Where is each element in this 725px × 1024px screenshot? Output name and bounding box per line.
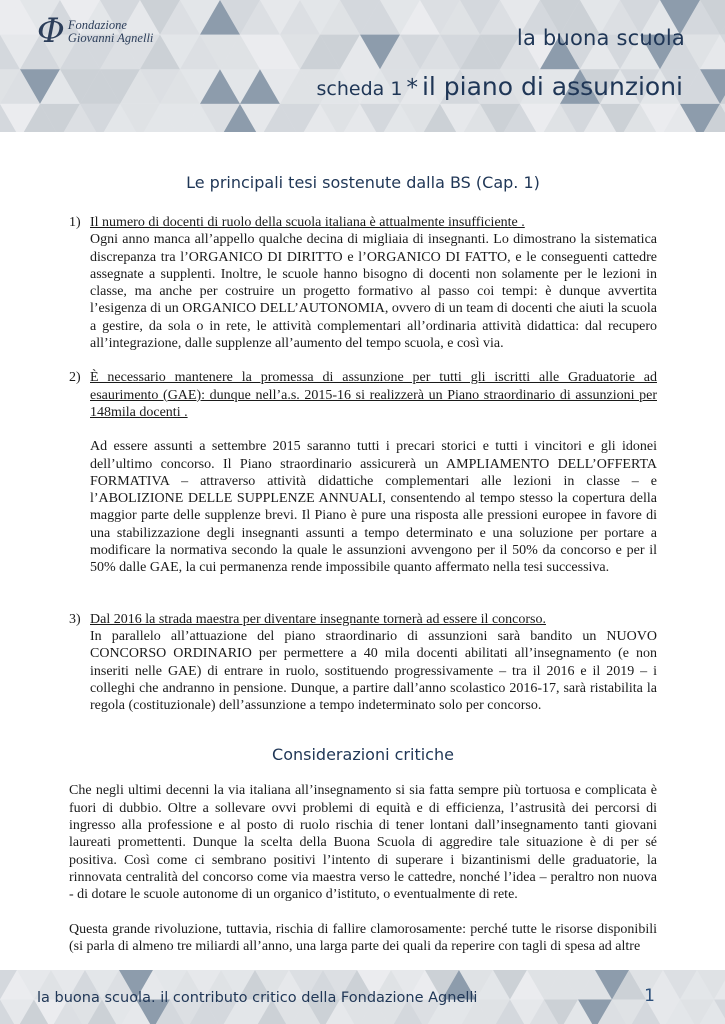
- thesis-item-3: [69, 611, 657, 715]
- page-number: 1: [644, 986, 655, 1006]
- thesis-heading: Il numero di docenti di ruolo della scuola italiana è attualmente insufficiente .: [90, 215, 525, 230]
- page-title: [317, 72, 683, 101]
- critical-paragraph-2: Questa grande rivoluzione, tuttavia, rischia di fallire clamorosamente: perché tutte le risorse disponibili (si parla di almeno tre miliardi all’anno, una larga parte dei quali da reperire con tagli di spesa ad altre: [69, 921, 657, 954]
- phi-logo-icon: Φ: [37, 11, 65, 51]
- thesis-item-2: [69, 369, 657, 576]
- critical-paragraph-1: Che negli ultimi decenni la via italiana all’insegnamento si sia fatta sempre più tortuosa e complicata è fuori di dubbio. Oltre a sollevare ovvi problemi di equità e di efficienza, l’astrusità dei percorsi di ingresso alla professione e al posto di ruolo rischia di tener lontani dall’insegnamento tanti giovani laureati promettenti. Dunque la scelta della Buona Scuola di aggredire tale situazione è di per sé positiva. Così come ci sembrano positivi l’intento di superare i bizantinismi delle graduatorie, la rinnovata centralità del concorso come via maestra verso le cattedre, nonché l’idea – peraltro non nuova - di dotare le scuole autonome di un organico d’istituto, o eventualmente di rete.: [69, 783, 657, 903]
- thesis-body: Ogni anno manca all’appello qualche decina di migliaia di insegnanti. Lo dimostrano la sistematica discrepanza tra l’ORGANICO DI DIRITTO e l’ORGANICO DI FATTO, e le conseguenti cattedre assegnate a supplenti. Inoltre, le scuole hanno bisogno di docenti non solamente per le lezioni in classe, ma anche per costruire un progetto formativo al passo coi tempi: è dunque avvertita l’esigenza di un ORGANICO DELL’AUTONOMIA, ovvero di un team di docenti che aiuti la scuola a gestire, da sola o in rete, le attività complementari all’ordinaria attività didattica: dal recupero all’integrazione, dalle supplenze all’aumento del tempo scuola, e così via.: [90, 232, 657, 352]
- title-main: il piano di assunzioni: [421, 72, 683, 101]
- logo-text: [68, 16, 154, 45]
- title-prefix: scheda 1: [316, 78, 403, 100]
- thesis-number: 2): [69, 370, 81, 386]
- thesis-number: 3): [69, 611, 81, 627]
- thesis-heading: È necessario mantenere la promessa di assunzione per tutti gli iscritti alle Graduatorie ad esaurimento (GAE): dunque nell’a.s. 2015-16 si realizzerà un Piano straordinario di assunzioni per 148mila docenti .: [90, 370, 657, 420]
- thesis-number: 1): [69, 215, 81, 230]
- thesis-item-1: [69, 214, 657, 352]
- footer-text: la buona scuola. il contributo critico della Fondazione Agnelli: [37, 990, 478, 1006]
- theses-list: [69, 214, 657, 714]
- logo-line-1: Fondazione: [67, 18, 127, 32]
- thesis-body: Ad essere assunti a settembre 2015 saranno tutti i precari storici e tutti i vincitori e gli idonei dell’ultimo concorso. Il Piano straordinario assicurerà un AMPLIAMENTO DELL’OFFERTA FORMATIVA – attraverso attività didattiche complementari alle lezioni in classe – e l’ABOLIZIONE DELLE SUPPLENZE ANNUALI, consentendo al tempo stesso la copertura della maggior parte delle supplenze brevi. Il Piano è pure una risposta alle pressioni europee in favore di una stabilizzazione degli insegnanti assunti a tempo determinato e una soluzione per portare a modificare la normativa secondo la quale le assunzioni avvengono per il 50% da concorso e per il 50% dalle GAE, la cui permanenza rende impossibile quanto affermato nella tesi successiva.: [90, 439, 657, 576]
- logo-line-2: Giovanni Agnelli: [67, 31, 154, 45]
- brand-title: la buona scuola: [516, 26, 685, 50]
- section-title-critical-considerations: Considerazioni critiche: [272, 745, 454, 765]
- title-star: *: [406, 75, 418, 101]
- thesis-heading: Dal 2016 la strada maestra per diventare insegnante tornerà ad essere il concorso.: [90, 611, 546, 627]
- section-title-main-theses: Le principali tesi sostenute dalla BS (Cap. 1): [186, 173, 540, 192]
- thesis-body: In parallelo all’attuazione del piano straordinario di assunzioni sarà bandito un NUOVO CONCORSO ORDINARIO per permettere a 40 mila docenti abilitati all’insegnamento (e non inseriti nelle GAE) di entrare in ruolo, sostituendo progressivamente – tra il 2016 e il 2019 – i colleghi che andranno in pensione. Dunque, a partire dall’anno scolastico 2016-17, sarà ristabilita la regola (costituzionale) dell’assunzione a tempo indeterminato solo per concorso.: [90, 628, 657, 714]
- foundation-logo: [37, 11, 154, 51]
- page-header: [0, 0, 725, 132]
- document-body: [69, 168, 657, 955]
- page-footer: [0, 970, 725, 1024]
